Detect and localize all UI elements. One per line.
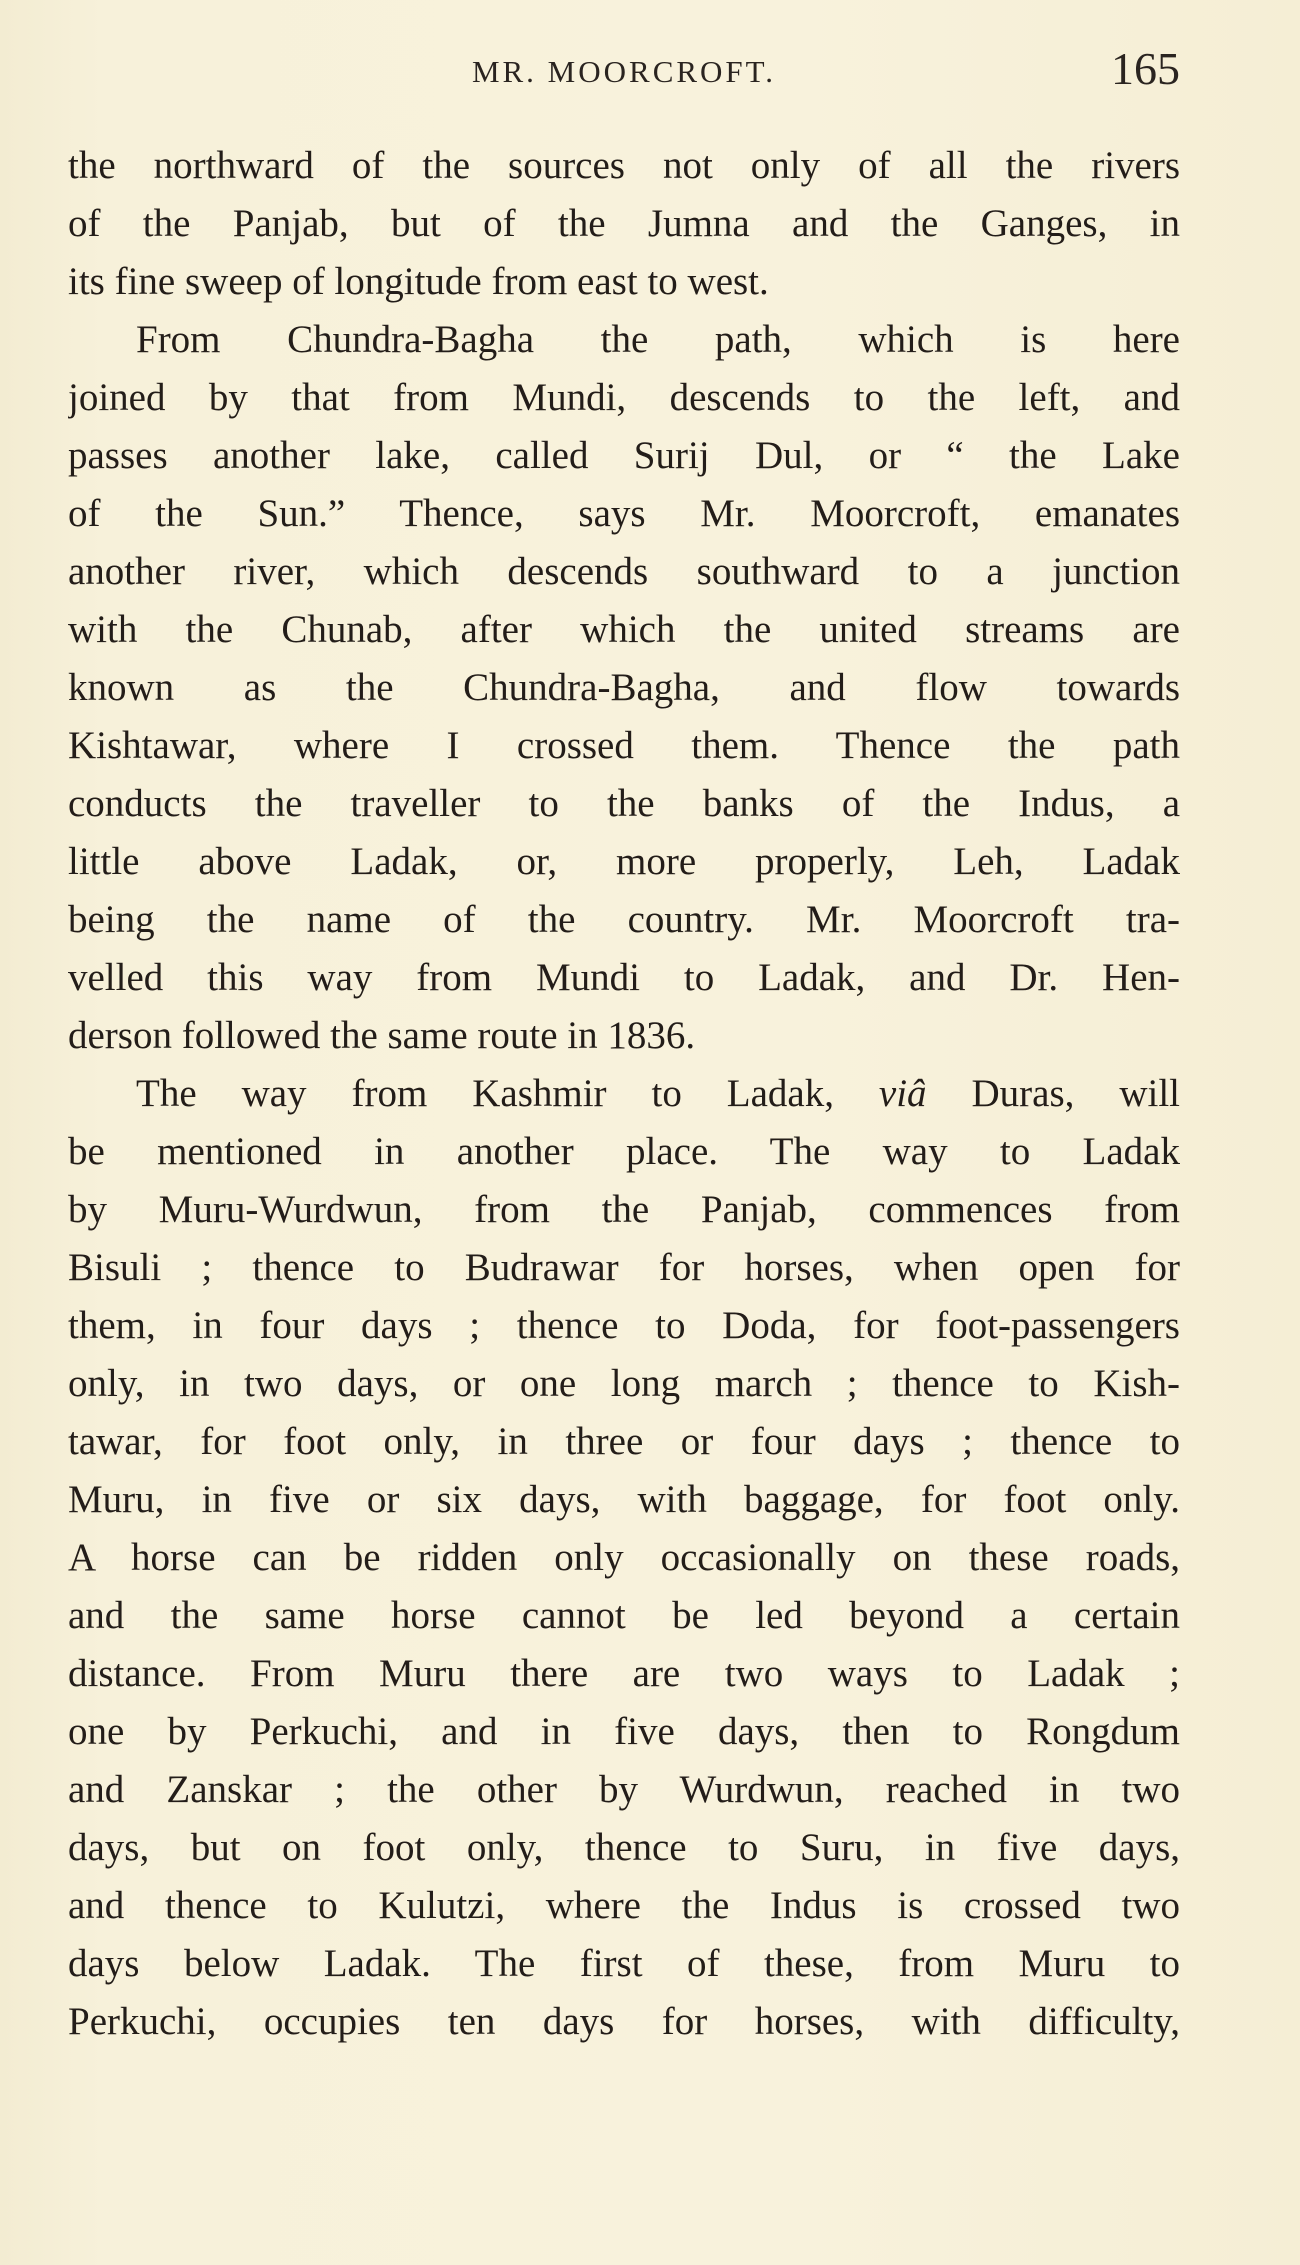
- text-line: From Chundra-Bagha the path, which is here: [136, 318, 1180, 361]
- text-line: conducts the traveller to the banks of the Indus, a: [68, 782, 1180, 825]
- text-line: with the Chunab, after which the united streams are: [68, 608, 1180, 651]
- text-line: them, in four days ; thence to Doda, for foot-passengers: [68, 1304, 1180, 1347]
- text-line: [68, 1065, 1180, 1123]
- text-line: of the Panjab, but of the Jumna and the Ganges, in: [68, 202, 1180, 245]
- text-line: the northward of the sources not only of all the rivers: [68, 144, 1180, 187]
- text-line: Muru, in five or six days, with baggage, for foot only.: [68, 1478, 1180, 1521]
- body-text: [68, 137, 1180, 2051]
- text-line: derson followed the same route in 1836.: [68, 1014, 696, 1057]
- text-line: one by Perkuchi, and in five days, then to Rongdum: [68, 1710, 1180, 1753]
- text-line: be mentioned in another place. The way to Ladak: [68, 1130, 1180, 1173]
- text-line: distance. From Muru there are two ways to Ladak ;: [68, 1652, 1180, 1695]
- text-line: days, but on foot only, thence to Suru, in five days,: [68, 1826, 1180, 1869]
- running-title: MR. MOORCROFT.: [471, 54, 777, 89]
- text-line: and the same horse cannot be led beyond a certain: [68, 1594, 1180, 1637]
- page-number: 165: [1111, 43, 1180, 94]
- text-line: and thence to Kulutzi, where the Indus is crossed two: [68, 1884, 1180, 1927]
- text-line: being the name of the country. Mr. Moorcroft tra-: [68, 898, 1180, 941]
- text-line: Bisuli ; thence to Budrawar for horses, when open for: [68, 1246, 1180, 1289]
- text-line: velled this way from Mundi to Ladak, and Dr. Hen-: [68, 956, 1180, 999]
- text-line: days below Ladak. The first of these, from Muru to: [68, 1942, 1180, 1985]
- text-line: by Muru-Wurdwun, from the Panjab, commences from: [68, 1188, 1180, 1231]
- text-line: joined by that from Mundi, descends to the left, and: [68, 376, 1180, 419]
- page-header: [68, 40, 1180, 110]
- text-line: Perkuchi, occupies ten days for horses, with difficulty,: [68, 2000, 1180, 2043]
- text-line: its fine sweep of longitude from east to west.: [68, 260, 769, 303]
- text-line: little above Ladak, or, more properly, Leh, Ladak: [68, 840, 1180, 883]
- text-line: and Zanskar ; the other by Wurdwun, reached in two: [68, 1768, 1180, 1811]
- text-line: only, in two days, or one long march ; thence to Kish-: [68, 1362, 1180, 1405]
- text-segment: Duras, will: [926, 1072, 1180, 1115]
- italic-term: viâ: [878, 1072, 927, 1115]
- text-segment: The way from Kashmir to Ladak,: [136, 1072, 879, 1115]
- text-line: A horse can be ridden only occasionally on these roads,: [68, 1536, 1180, 1579]
- text-line: known as the Chundra-Bagha, and flow towards: [68, 666, 1180, 709]
- text-line: tawar, for foot only, in three or four days ; thence to: [68, 1420, 1180, 1463]
- text-line: passes another lake, called Surij Dul, or “ the Lake: [68, 434, 1180, 477]
- text-line: of the Sun.” Thence, says Mr. Moorcroft, emanates: [68, 492, 1180, 535]
- text-line: Kishtawar, where I crossed them. Thence the path: [68, 724, 1180, 767]
- text-line: another river, which descends southward to a junction: [68, 550, 1180, 593]
